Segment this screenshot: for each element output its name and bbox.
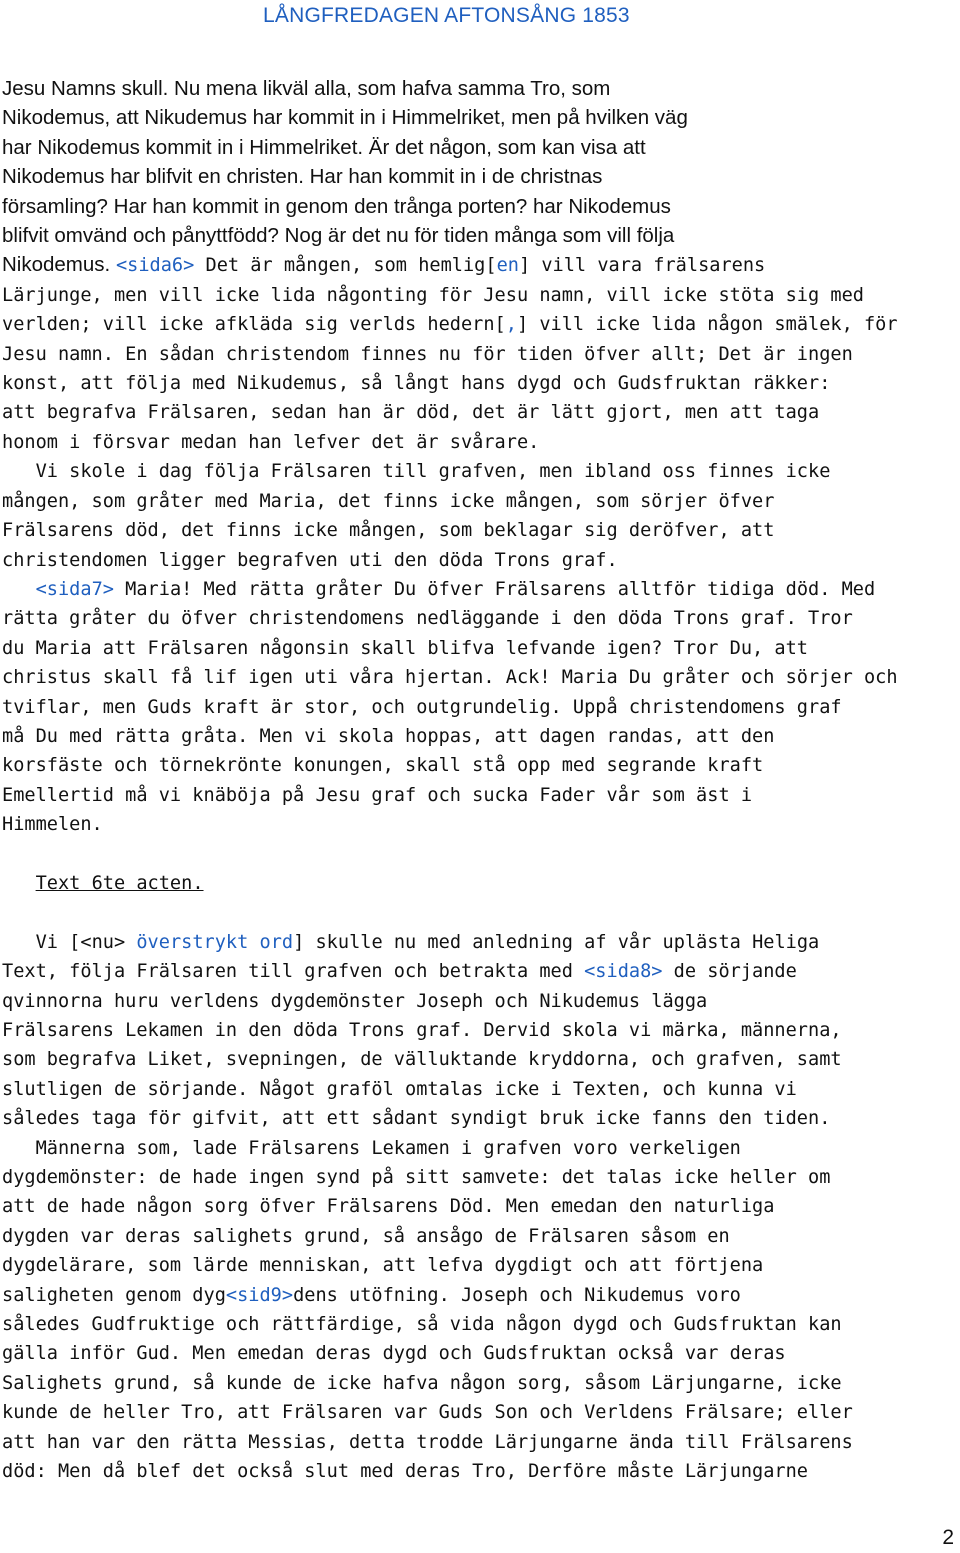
page-marker-tag: <sid9> (225, 1284, 294, 1306)
text-line: dygden var deras salighets grund, så ansågo de Frälsaren såsom en (2, 1225, 730, 1247)
text-line (2, 250, 958, 280)
text-line: Frälsarens död, det finns icke mången, som beklagar sig deröfver, att (2, 520, 775, 542)
page-header-title: LÅNGFREDAGEN AFTONSÅNG 1853 (263, 4, 630, 27)
text-line (2, 928, 958, 957)
text-line: att han var den rätta Messias, detta trodde Lärjungarne ända till Frälsarens (2, 1431, 853, 1453)
text-line: att de hade någon sorg öfver Frälsarens Död. Men emedan den naturliga (2, 1196, 775, 1218)
text-line: har Nikodemus kommit in i Himmelriket. Är det någon, som kan visa att (2, 135, 646, 159)
text-line (2, 575, 958, 604)
text-line: christendomen ligger begrafven uti den döda Trons graf. (2, 549, 618, 571)
text-line: må Du med rätta gråta. Men vi skola hoppas, att dagen randas, att den (2, 725, 775, 747)
text-span: ] skulle nu med anledning af vår uplästa Heliga (293, 931, 820, 953)
text-line: honom i försvar medan han lefver det är svårare. (2, 431, 540, 453)
text-line: död: Men då blef det också slut med deras Tro, Derföre måste Lärjungarne (2, 1461, 808, 1483)
text-span: Text, följa Frälsaren till grafven och betrakta med (2, 961, 585, 983)
blank-line (2, 898, 958, 927)
editorial-note: överstrykt ord (136, 931, 294, 953)
editorial-insertion: , (505, 314, 517, 336)
document-body (2, 74, 958, 1486)
text-line: korsfäste och törnekrönte konungen, skall stå opp med segrande kraft (2, 755, 764, 777)
text-span: Nikodemus. (2, 253, 116, 277)
text-line: blifvit omvänd och pånyttfödd? Nog är det nu för tiden många som vill följa (2, 224, 675, 248)
text-line: gälla inför Gud. Men emedan deras dygd och Gudsfruktan också var deras (2, 1343, 786, 1365)
text-line: qvinnorna huru verldens dygdemönster Joseph och Nikudemus lägga (2, 990, 708, 1012)
text-line: Vi skole i dag följa Frälsaren till grafven, men ibland oss finnes icke (2, 461, 831, 483)
blank-line (2, 840, 958, 869)
text-span: de sörjande (662, 961, 797, 983)
text-line: Frälsarens Lekamen in den döda Trons graf. Dervid skola vi märka, männerna, (2, 1019, 842, 1041)
text-line: dygdelärare, som lärde menniskan, att lefva dygdigt och att förtjena (2, 1255, 764, 1277)
text-span: Det är mången, som hemlig[ (194, 255, 497, 277)
text-span: Maria! Med rätta gråter Du öfver Frälsarens alltför tidiga död. Med (113, 578, 876, 600)
text-line: kunde de heller Tro, att Frälsaren var Guds Son och Verldens Frälsare; eller (2, 1402, 853, 1424)
text-span: saligheten genom dyg (2, 1284, 226, 1306)
text-line: Lärjunge, men vill icke lida någonting för Jesu namn, vill icke stöta sig med (2, 284, 864, 306)
text-line: du Maria att Frälsaren någonsin skall blifva lefvande igen? Tror Du, att (2, 637, 808, 659)
text-span: ] vill icke lida någon smälek, för (516, 314, 898, 336)
text-span (125, 932, 136, 953)
editorial-tag: <nu> (80, 931, 126, 953)
text-line: Jesu namn. En sådan christendom finnes nu för tiden öfver allt; Det är ingen (2, 343, 853, 365)
text-line: mången, som gråter med Maria, det finns icke mången, som sörjer öfver (2, 490, 775, 512)
text-line: dygdemönster: de hade ingen synd på sitt samvete: det talas icke heller om (2, 1167, 831, 1188)
text-line (2, 310, 958, 339)
text-line: Salighets grund, så kunde de icke hafva någon sorg, såsom Lärjungarne, icke (2, 1372, 842, 1394)
text-span: verlden; vill icke afkläda sig verlds hedern[ (2, 314, 506, 336)
text-line: som begrafva Liket, svepningen, de välluktande kryddorna, och grafven, samt (2, 1049, 842, 1071)
text-line: församling? Har han kommit in genom den trånga porten? har Nikodemus (2, 194, 671, 218)
text-line: Nikodemus har blifvit en christen. Har han kommit in i de christnas (2, 165, 603, 189)
text-line (2, 869, 958, 898)
text-line: Himmelen. (2, 814, 103, 836)
text-span (2, 873, 36, 894)
text-line: Nikodemus, att Nikudemus har kommit in i Himmelriket, men på hvilken väg (2, 106, 688, 130)
text-span: ] vill vara frälsarens (518, 255, 766, 277)
text-line: således Gudfruktige och rättfärdige, så vida någon dygd och Gudsfruktan kan (2, 1314, 842, 1336)
text-line: Männerna som, lade Frälsarens Lekamen i grafven voro verkeligen (2, 1137, 741, 1159)
text-span (2, 579, 36, 600)
page-number: 2 (942, 1526, 954, 1549)
editorial-insertion: en (496, 255, 519, 277)
text-span: dens utöfning. Joseph och Nikudemus voro (293, 1284, 741, 1306)
text-line: tviflar, men Guds kraft är stor, och outgrundelig. Uppå christendomens graf (2, 696, 842, 718)
text-line: konst, att följa med Nikudemus, så långt hans dygd och Gudsfruktan räkker: (2, 373, 831, 395)
text-line: således taga för gifvit, att ett sådant syndigt bruk icke fanns den tiden. (2, 1108, 831, 1130)
page-marker-tag: <sida6> (115, 255, 195, 277)
section-heading: Text 6te acten. (35, 872, 204, 894)
text-line: christus skall få lif igen uti våra hjertan. Ack! Maria Du gråter och sörjer och (2, 667, 898, 689)
text-line (2, 957, 958, 986)
text-line: rätta gråter du öfver christendomens nedläggande i den döda Trons graf. Tror (2, 608, 853, 630)
page-marker-tag: <sida7> (35, 578, 114, 600)
text-span: Vi [ (2, 931, 81, 953)
text-line: Jesu Namns skull. Nu mena likväl alla, som hafva samma Tro, som (2, 77, 611, 100)
text-line (2, 1281, 958, 1310)
text-line: slutligen de sörjande. Något graföl omtalas icke i Texten, och kunna vi (2, 1078, 797, 1100)
text-line: Emellertid må vi knäböja på Jesu graf och sucka Fader vår som äst i (2, 784, 753, 806)
text-line: att begrafva Frälsaren, sedan han är död, det är lätt gjort, men att taga (2, 402, 820, 424)
page-marker-tag: <sida8> (584, 961, 663, 983)
